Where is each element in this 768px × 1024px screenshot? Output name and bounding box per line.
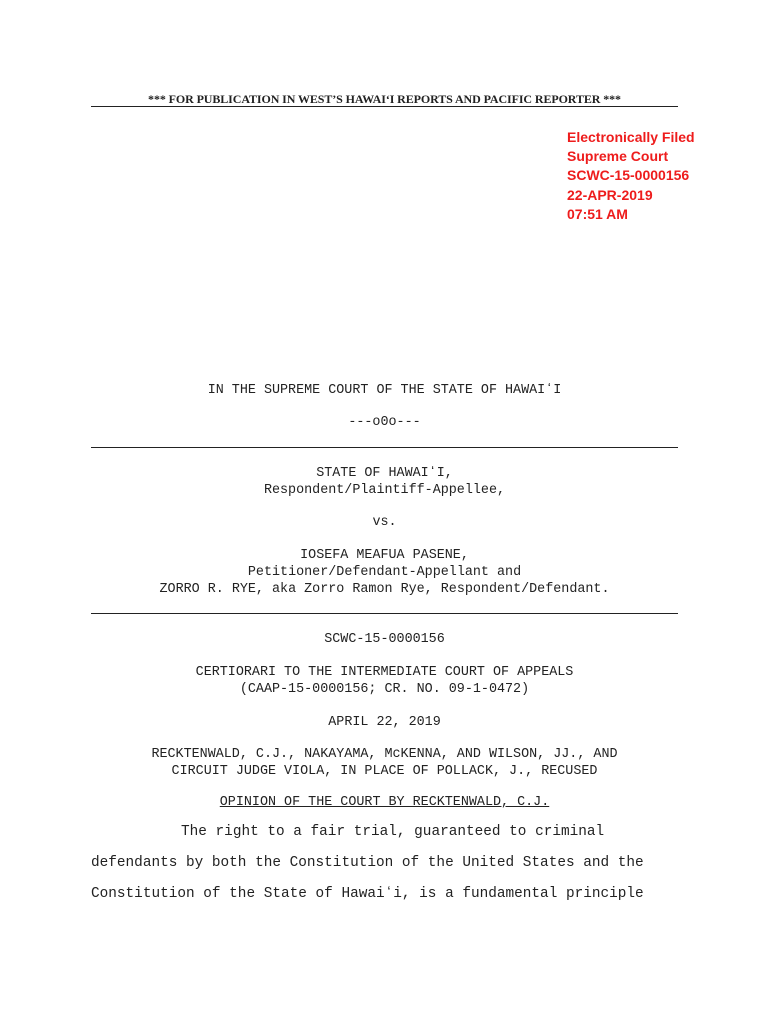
opinion-heading-wrap bbox=[91, 795, 678, 812]
defendant-name: IOSEFA MEAFUA PASENE, bbox=[300, 548, 469, 563]
publication-header: *** FOR PUBLICATION IN WEST’S HAWAI‘I REPORTS AND PACIFIC REPORTER *** bbox=[91, 92, 678, 107]
separator-mark: ---o0o--- bbox=[348, 415, 421, 430]
bench-line: RECKTENWALD, C.J., NAKAYAMA, McKENNA, AND WILSON, JJ., AND bbox=[151, 747, 618, 762]
case-number: SCWC-15-0000156 bbox=[324, 632, 445, 647]
divider-top bbox=[91, 447, 678, 448]
certiorari-case-refs: (CAAP-15-0000156; CR. NO. 09-1-0472) bbox=[239, 682, 530, 697]
defendant-role: Petitioner/Defendant-Appellant and bbox=[247, 565, 522, 580]
court-title: IN THE SUPREME COURT OF THE STATE OF HAWAIʻI bbox=[207, 383, 562, 398]
electronic-filing-stamp bbox=[567, 128, 695, 224]
filed-stamp-line: Supreme Court bbox=[567, 148, 669, 165]
divider-bottom bbox=[91, 613, 678, 614]
plaintiff-role: Respondent/Plaintiff-Appellee, bbox=[263, 483, 506, 498]
opinion-heading: OPINION OF THE COURT BY RECKTENWALD, C.J. bbox=[219, 795, 550, 810]
body-line: defendants by both the Constitution of the United States and the bbox=[91, 855, 644, 871]
codefendant: ZORRO R. RYE, aka Zorro Ramon Rye, Respondent/Defendant. bbox=[159, 582, 610, 597]
opinion-body bbox=[91, 817, 691, 910]
filed-stamp-case-number: SCWC-15-0000156 bbox=[567, 167, 690, 184]
filed-stamp-date: 22-APR-2019 bbox=[567, 186, 653, 203]
filed-stamp-time: 07:51 AM bbox=[567, 205, 628, 222]
body-line: The right to a fair trial, guaranteed to criminal bbox=[181, 824, 605, 840]
body-line: Constitution of the State of Hawaiʻi, is a fundamental principle bbox=[91, 886, 644, 902]
bench-line: CIRCUIT JUDGE VIOLA, IN PLACE OF POLLACK, J., RECUSED bbox=[171, 764, 598, 779]
certiorari-line: CERTIORARI TO THE INTERMEDIATE COURT OF APPEALS bbox=[195, 665, 574, 680]
versus-label: vs. bbox=[372, 515, 397, 530]
filed-stamp-line: Electronically Filed bbox=[567, 129, 695, 145]
plaintiff-name: STATE OF HAWAIʻI, bbox=[316, 466, 453, 481]
decision-date: APRIL 22, 2019 bbox=[328, 715, 441, 730]
